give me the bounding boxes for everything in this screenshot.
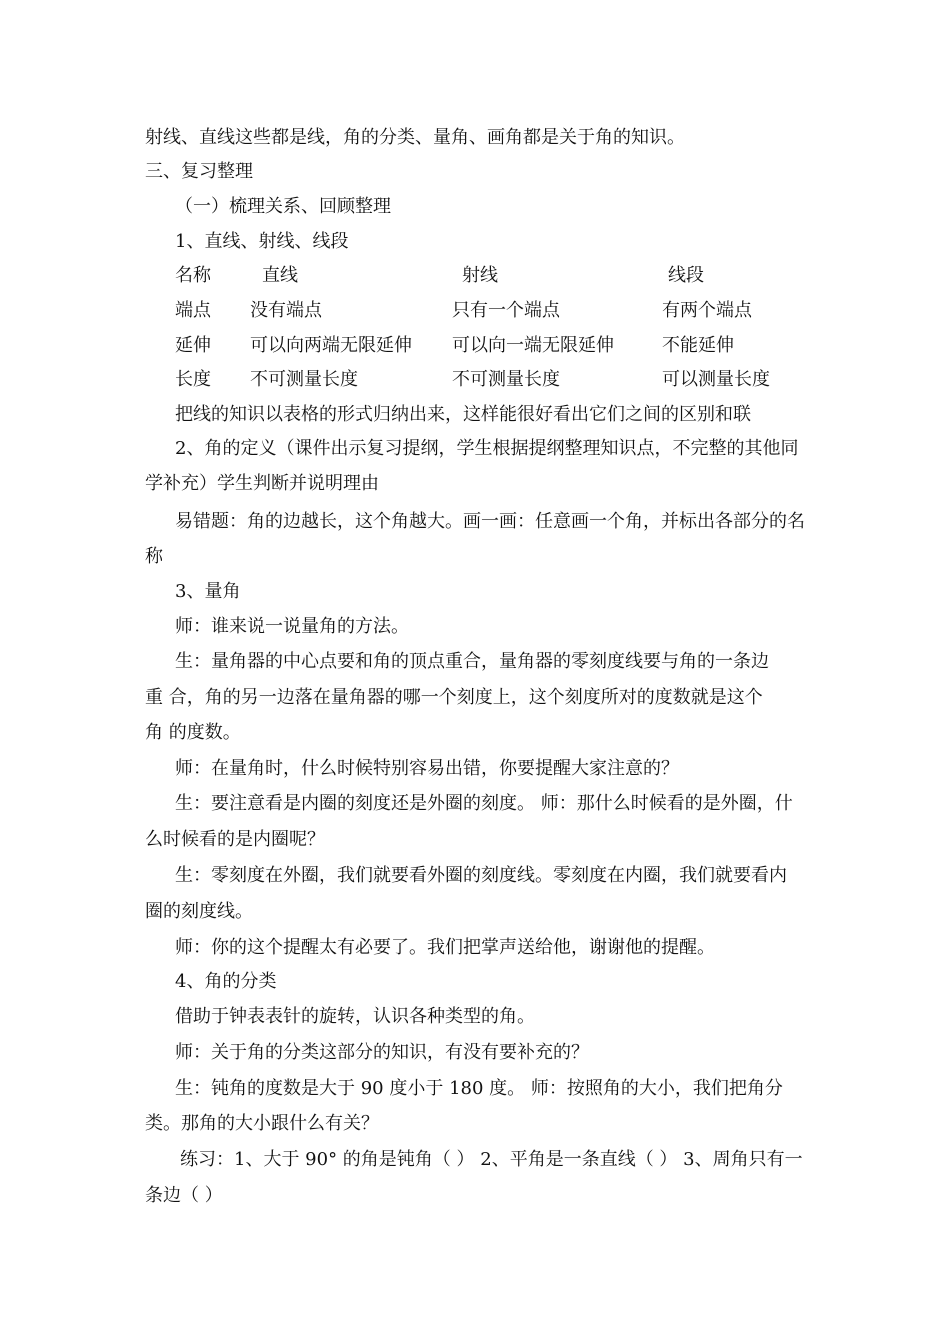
item-heading: 4、角的分类 bbox=[175, 971, 277, 992]
table-cell: 没有端点 bbox=[250, 300, 322, 321]
paragraph: 借助于钟表表针的旋转，认识各种类型的角。 bbox=[175, 1006, 535, 1027]
table-cell: 可以向一端无限延伸 bbox=[452, 335, 614, 356]
subsection-heading: （一）梳理关系、回顾整理 bbox=[175, 196, 391, 217]
paragraph: 学补充）学生判断并说明理由 bbox=[145, 473, 379, 494]
paragraph: 2、角的定义（课件出示复习提纲，学生根据提纲整理知识点，不完整的其他同 bbox=[175, 438, 799, 459]
table-header-cell: 线段 bbox=[668, 265, 704, 286]
table-cell: 长度 bbox=[175, 369, 211, 390]
table-cell: 有两个端点 bbox=[662, 300, 752, 321]
paragraph: 易错题：角的边越长，这个角越大。画一画：任意画一个角，并标出各部分的名 bbox=[175, 511, 805, 532]
table-cell: 不可测量长度 bbox=[452, 369, 560, 390]
paragraph: 师：在量角时，什么时候特别容易出错，你要提醒大家注意的？ bbox=[175, 758, 679, 779]
paragraph: 重 合，角的另一边落在量角器的哪一个刻度上，这个刻度所对的度数就是这个 bbox=[145, 687, 763, 708]
paragraph: 练习：1、大于 90° 的角是钝角（ ） 2、平角是一条直线（ ） 3、周角只有一 bbox=[180, 1149, 803, 1170]
paragraph: 把线的知识以表格的形式归纳出来，这样能很好看出它们之间的区别和联 bbox=[175, 404, 751, 425]
paragraph: 角 的度数。 bbox=[145, 722, 241, 743]
paragraph: 称 bbox=[145, 546, 163, 567]
paragraph: 射线、直线这些都是线，角的分类、量角、画角都是关于角的知识。 bbox=[145, 127, 685, 148]
paragraph: 类。那角的大小跟什么有关？ bbox=[145, 1113, 379, 1134]
paragraph: 圈的刻度线。 bbox=[145, 901, 253, 922]
paragraph: 生：量角器的中心点要和角的顶点重合，量角器的零刻度线要与角的一条边 bbox=[175, 651, 769, 672]
paragraph: 么时候看的是内圈呢？ bbox=[145, 829, 325, 850]
section-heading: 三、复习整理 bbox=[145, 161, 253, 182]
table-header-cell: 名称 bbox=[175, 265, 211, 286]
table-cell: 不能延伸 bbox=[662, 335, 734, 356]
paragraph: 师：关于角的分类这部分的知识，有没有要补充的？ bbox=[175, 1042, 589, 1063]
paragraph: 生：要注意看是内圈的刻度还是外圈的刻度。 师：那什么时候看的是外圈，什 bbox=[175, 793, 793, 814]
table-cell: 可以测量长度 bbox=[662, 369, 770, 390]
table-header-cell: 射线 bbox=[462, 265, 498, 286]
table-cell: 可以向两端无限延伸 bbox=[250, 335, 412, 356]
paragraph: 师：谁来说一说量角的方法。 bbox=[175, 616, 409, 637]
table-header-cell: 直线 bbox=[262, 265, 298, 286]
table-cell: 不可测量长度 bbox=[250, 369, 358, 390]
paragraph: 条边（ ） bbox=[145, 1185, 223, 1206]
paragraph: 师：你的这个提醒太有必要了。我们把掌声送给他，谢谢他的提醒。 bbox=[175, 937, 715, 958]
paragraph: 生：零刻度在外圈，我们就要看外圈的刻度线。零刻度在内圈，我们就要看内 bbox=[175, 865, 787, 886]
paragraph: 生：钝角的度数是大于 90 度小于 180 度。 师：按照角的大小，我们把角分 bbox=[175, 1078, 783, 1099]
item-heading: 3、量角 bbox=[175, 581, 241, 602]
item-heading: 1、直线、射线、线段 bbox=[175, 231, 349, 252]
table-cell: 只有一个端点 bbox=[452, 300, 560, 321]
table-cell: 延伸 bbox=[175, 335, 211, 356]
table-cell: 端点 bbox=[175, 300, 211, 321]
